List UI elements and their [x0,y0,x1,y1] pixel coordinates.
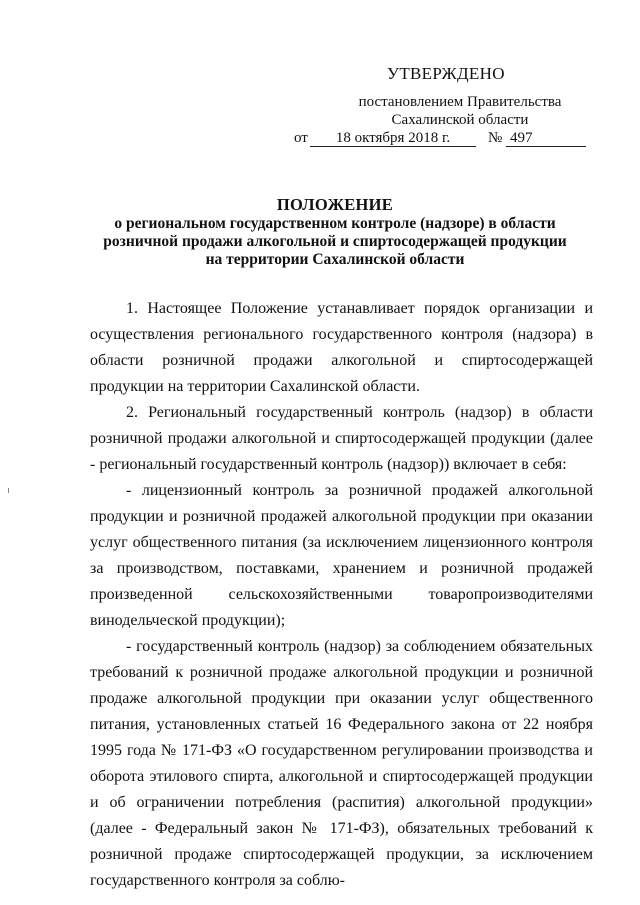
list-item-state-control: - государственный контроль (надзор) за соблюдением обязательных требований к розничной продаже алкогольной продукции и розничной продаже алкогольной продукции при оказании услуг общественного питания, установленных статьей 16 Федерального закона от 22 ноября 1995 года № 171-ФЗ «О государственном регулировании производства и оборота этилового спирта, алкогольной и спиртосодержащей продукции и об ограничении потребления (распития) алкогольной продукции» (далее - Федеральный закон № 171-ФЗ), обязательных требований к розничной продаже спиртосодержащей продукции, за исключением государственного контроля за соблю- [90,638,593,889]
paragraph-2: 2. Региональный государственный контроль (надзор) в области розничной продажи алкогольной и спиртосодержащей продукции (далее - региональный государственный контроль (надзор)) включает в себя: [90,404,593,473]
number-sign: № [488,130,503,146]
decree-number: 497 [506,130,586,147]
document-title: ПОЛОЖЕНИЕ [276,195,394,214]
from-label: от [294,130,308,146]
title-line-1: о региональном государственном контроле (надзоре) в области [114,215,556,232]
approved-label: УТВЕРЖДЕНО [387,64,505,83]
decree-date: 18 октября 2018 г. [310,130,476,147]
paragraph-1: 1. Настоящее Положение устанавливает порядок организации и осуществления регионального государственного контроля (надзора) в области розничной продажи алкогольной и спиртосодержащей продукции на территории Сахалинской области. [90,300,593,395]
decree-date-number-row [294,130,594,150]
scan-margin-mark [8,488,9,493]
document-body [90,296,593,894]
list-item-licensing: - лицензионный контроль за розничной продажей алкогольной продукции и розничной продажей алкогольной продукции при оказании услуг общественного питания (за исключением лицензионного контроля за производством, поставками, хранением и розничной продажей произведенной сельскохозяйственными товаропроизводителями винодельческой продукции); [90,482,593,629]
title-line-3: на территории Сахалинской области [205,251,465,268]
title-line-2: розничной продажи алкогольной и спиртосодержащей продукции [103,233,567,250]
decree-authority: постановлением Правительства [358,94,562,110]
decree-region: Сахалинской области [391,112,529,128]
document-title-block [80,196,590,269]
